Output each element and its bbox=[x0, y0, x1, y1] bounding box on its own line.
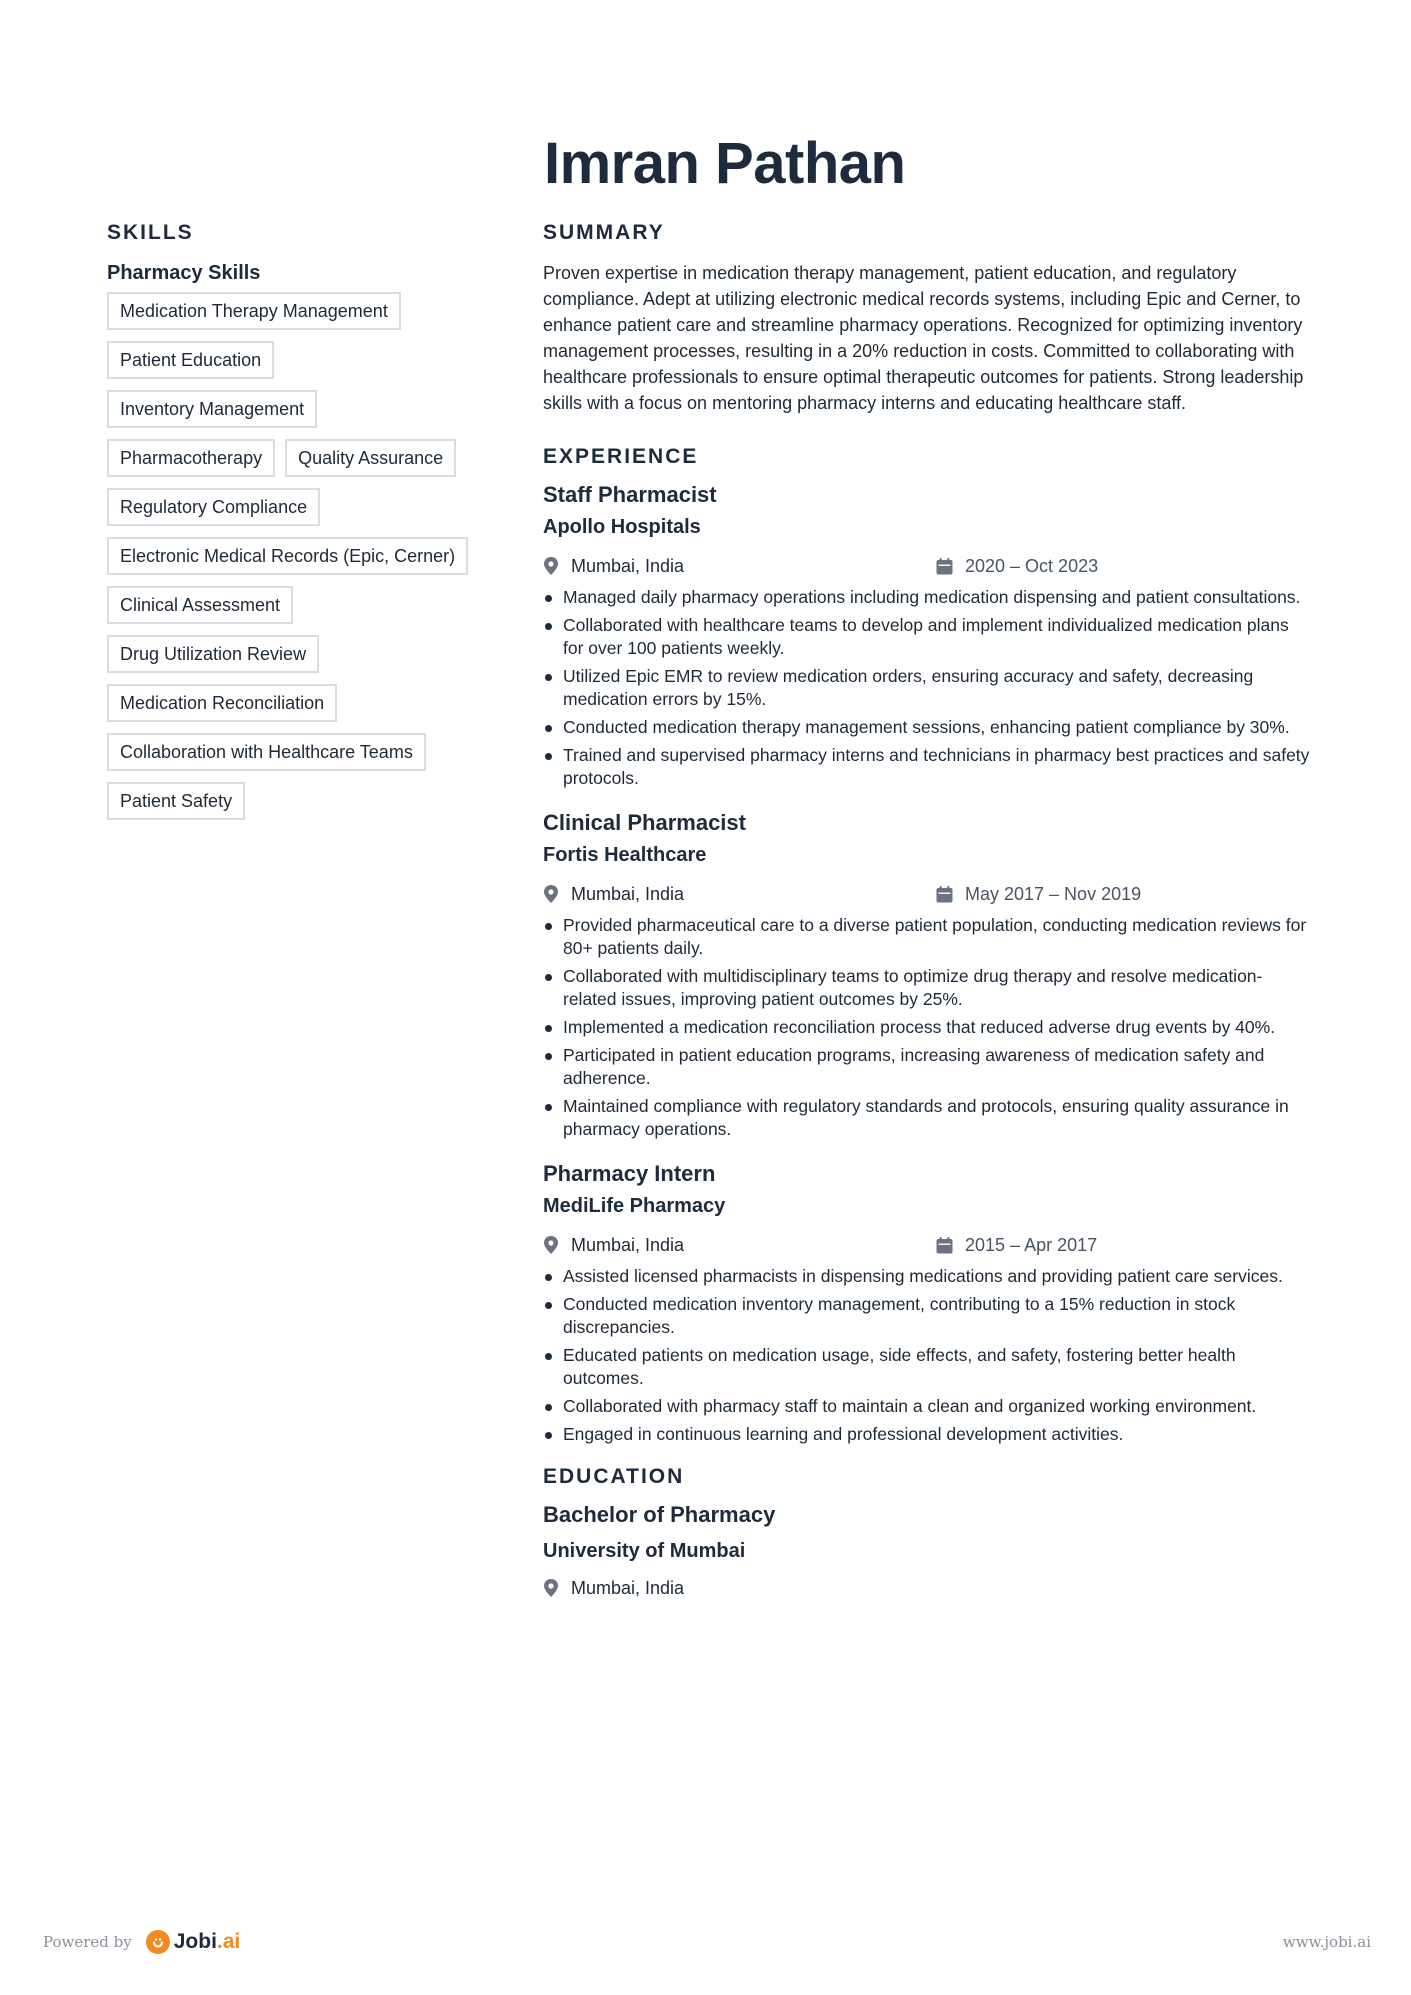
job-bullet: Educated patients on medication usage, side effects, and safety, fostering better health outcomes. bbox=[543, 1344, 1313, 1390]
location-pin-icon bbox=[543, 1579, 559, 1597]
calendar-icon bbox=[936, 886, 953, 903]
job-bullets bbox=[543, 1265, 1313, 1446]
job-dates-text: 2015 – Apr 2017 bbox=[965, 1234, 1098, 1255]
job-company: MediLife Pharmacy bbox=[543, 1195, 726, 1217]
job-company: Apollo Hospitals bbox=[543, 516, 701, 538]
job-dates bbox=[936, 884, 1141, 905]
skill-tag: Drug Utilization Review bbox=[107, 635, 319, 673]
experience-section bbox=[543, 444, 1313, 1446]
job-dates-text: May 2017 – Nov 2019 bbox=[965, 883, 1142, 904]
job-title: Clinical Pharmacist bbox=[543, 810, 746, 835]
job-entry bbox=[543, 480, 1313, 790]
powered-by-text: Powered by bbox=[43, 1933, 132, 1951]
education-school: University of Mumbai bbox=[543, 1540, 746, 1562]
job-bullet: Trained and supervised pharmacy interns and technicians in pharmacy best practices and safety protocols. bbox=[543, 744, 1313, 790]
job-bullet: Conducted medication inventory management, contributing to a 15% reduction in stock discrepancies. bbox=[543, 1293, 1313, 1339]
job-entry bbox=[543, 808, 1313, 1141]
job-bullet: Implemented a medication reconciliation process that reduced adverse drug events by 40%. bbox=[543, 1016, 1313, 1039]
education-section bbox=[543, 1464, 1313, 1602]
jobi-logo-suffix: .ai bbox=[216, 1930, 241, 1953]
job-bullet: Maintained compliance with regulatory standards and protocols, ensuring quality assurance in pharmacy operations. bbox=[543, 1095, 1313, 1141]
skill-tag: Electronic Medical Records (Epic, Cerner) bbox=[107, 537, 468, 575]
job-bullet: Conducted medication therapy management sessions, enhancing patient compliance by 30%. bbox=[543, 716, 1313, 739]
skill-tag: Collaboration with Healthcare Teams bbox=[107, 733, 426, 771]
education-degree: Bachelor of Pharmacy bbox=[543, 1502, 776, 1527]
skill-tag: Quality Assurance bbox=[285, 439, 456, 477]
jobi-logo-icon bbox=[146, 1930, 170, 1954]
job-bullet: Collaborated with healthcare teams to develop and implement individualized medication plans for over 100 patients weekly. bbox=[543, 614, 1313, 660]
job-location-text: Mumbai, India bbox=[571, 1234, 685, 1255]
skill-tag: Regulatory Compliance bbox=[107, 488, 320, 526]
jobi-logo[interactable] bbox=[146, 1930, 241, 1954]
job-dates bbox=[936, 1235, 1097, 1256]
job-location bbox=[543, 556, 936, 577]
job-bullet: Collaborated with pharmacy staff to maintain a clean and organized working environment. bbox=[543, 1395, 1313, 1418]
job-bullet: Provided pharmaceutical care to a diverse patient population, conducting medication reviews for 80+ patients daily. bbox=[543, 914, 1313, 960]
job-bullet: Assisted licensed pharmacists in dispensing medications and providing patient care services. bbox=[543, 1265, 1313, 1288]
job-entry bbox=[543, 1159, 1313, 1446]
skill-tag: Clinical Assessment bbox=[107, 586, 293, 624]
skill-tag: Pharmacotherapy bbox=[107, 439, 275, 477]
education-meta bbox=[543, 1574, 1313, 1602]
skill-tags bbox=[107, 292, 487, 820]
summary-text: Proven expertise in medication therapy management, patient education, and regulatory compliance. Adept at utilizing electronic medical records systems, including Epic and Cerner, to enhance patient care and streamline pharmacy operations. Recognized for optimizing inventory management processes, resulting in a 20% reduction in costs. Committed to collaborating with healthcare professionals to ensure optimal therapeutic outcomes for patients. Strong leadership skills with a focus on mentoring pharmacy interns and educating healthcare staff. bbox=[543, 263, 1304, 413]
job-meta bbox=[543, 880, 1313, 908]
job-company: Fortis Healthcare bbox=[543, 844, 707, 866]
main-column bbox=[543, 220, 1313, 1602]
location-pin-icon bbox=[543, 1236, 559, 1254]
skill-tag: Patient Education bbox=[107, 341, 274, 379]
candidate-name: Imran Pathan bbox=[544, 131, 906, 196]
job-title: Pharmacy Intern bbox=[543, 1161, 716, 1186]
job-dates-text: 2020 – Oct 2023 bbox=[965, 555, 1099, 576]
skills-column bbox=[107, 220, 487, 820]
location-pin-icon bbox=[543, 557, 559, 575]
job-bullet: Utilized Epic EMR to review medication orders, ensuring accuracy and safety, decreasing medication errors by 15%. bbox=[543, 665, 1313, 711]
skill-tag: Medication Reconciliation bbox=[107, 684, 337, 722]
job-bullet: Participated in patient education programs, increasing awareness of medication safety and adherence. bbox=[543, 1044, 1313, 1090]
website-link[interactable]: www.jobi.ai bbox=[1282, 1933, 1371, 1951]
job-dates bbox=[936, 556, 1098, 577]
job-bullet: Engaged in continuous learning and professional development activities. bbox=[543, 1423, 1313, 1446]
education-location-text: Mumbai, India bbox=[571, 1577, 685, 1598]
education-location bbox=[543, 1578, 936, 1599]
calendar-icon bbox=[936, 1237, 953, 1254]
job-meta bbox=[543, 552, 1313, 580]
job-list bbox=[543, 480, 1313, 1446]
job-meta bbox=[543, 1231, 1313, 1259]
job-bullets bbox=[543, 586, 1313, 790]
job-location bbox=[543, 884, 936, 905]
summary-section bbox=[543, 220, 1313, 416]
job-bullets bbox=[543, 914, 1313, 1141]
skills-heading: SKILLS bbox=[107, 221, 194, 244]
job-bullet: Collaborated with multidisciplinary teams to optimize drug therapy and resolve medication-related issues, improving patient outcomes by 25%. bbox=[543, 965, 1313, 1011]
experience-heading: EXPERIENCE bbox=[543, 445, 699, 468]
location-pin-icon bbox=[543, 885, 559, 903]
jobi-logo-main: Jobi bbox=[173, 1930, 217, 1953]
education-heading: EDUCATION bbox=[543, 1465, 685, 1488]
skill-group-title: Pharmacy Skills bbox=[107, 262, 261, 284]
skill-tag: Medication Therapy Management bbox=[107, 292, 401, 330]
job-location-text: Mumbai, India bbox=[571, 883, 685, 904]
skill-tag: Patient Safety bbox=[107, 782, 245, 820]
job-location bbox=[543, 1235, 936, 1256]
job-title: Staff Pharmacist bbox=[543, 482, 717, 507]
footer-branding bbox=[43, 1930, 240, 1954]
summary-heading: SUMMARY bbox=[543, 221, 665, 244]
skill-tag: Inventory Management bbox=[107, 390, 317, 428]
job-location-text: Mumbai, India bbox=[571, 555, 685, 576]
job-bullet: Managed daily pharmacy operations including medication dispensing and patient consultations. bbox=[543, 586, 1313, 609]
calendar-icon bbox=[936, 558, 953, 575]
